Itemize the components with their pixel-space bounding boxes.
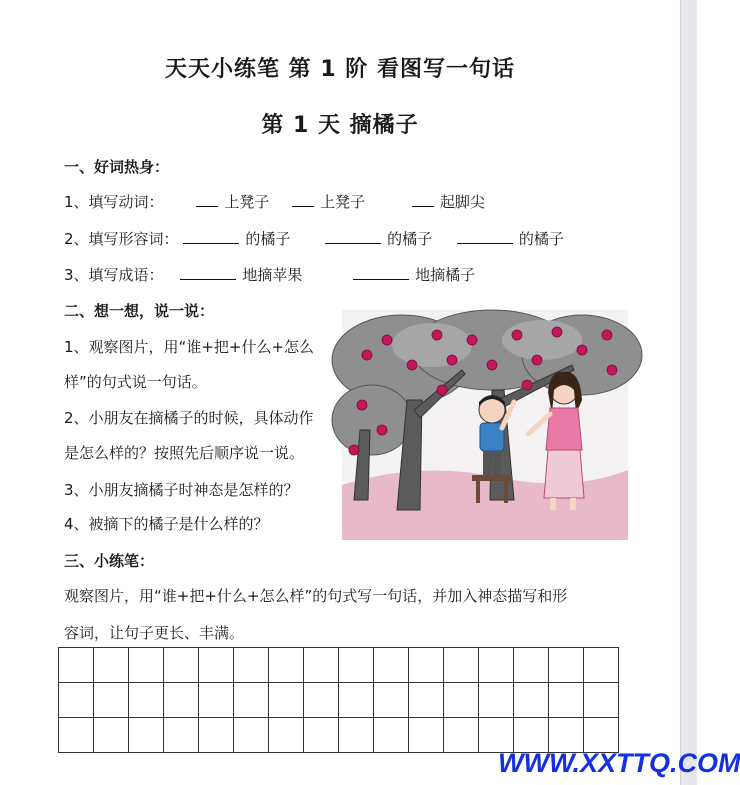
- grid-cell[interactable]: [304, 648, 339, 683]
- verb-label: 1、填写动词：: [64, 193, 164, 211]
- question-2-line-2: 是怎么样的？按照先后顺序说一说。: [64, 444, 305, 462]
- grid-cell[interactable]: [549, 683, 584, 718]
- lesson-title: 第 1 天 摘橘子: [261, 113, 419, 138]
- grid-cell[interactable]: [549, 648, 584, 683]
- grid-cell[interactable]: [234, 683, 269, 718]
- grid-cell[interactable]: [409, 718, 444, 753]
- grid-cell[interactable]: [94, 683, 129, 718]
- grid-cell[interactable]: [164, 718, 199, 753]
- adjective-item-1: 的橘子: [245, 230, 291, 248]
- question-1-line-1: 1、观察图片，用“谁+把+什么+怎么: [64, 338, 315, 356]
- grid-cell[interactable]: [409, 683, 444, 718]
- question-2-line-1: 2、小朋友在摘橘子的时候，具体动作: [64, 409, 314, 427]
- adjective-blank-2[interactable]: [325, 229, 381, 244]
- grid-cell[interactable]: [199, 683, 234, 718]
- adjective-blank-3[interactable]: [457, 229, 513, 244]
- section1-heading: 一、好词热身：: [64, 158, 170, 176]
- grid-cell[interactable]: [199, 648, 234, 683]
- verb-blank-3[interactable]: [412, 192, 434, 207]
- adjective-label: 2、填写形容词：: [64, 230, 179, 248]
- question-1-line-2: 样”的句式说一句话。: [64, 373, 207, 391]
- adjective-item-3: 的橘子: [518, 230, 564, 248]
- grid-cell[interactable]: [444, 648, 479, 683]
- grid-cell[interactable]: [269, 683, 304, 718]
- verb-item-3: 起脚尖: [439, 193, 485, 211]
- verb-blank-2[interactable]: [292, 192, 314, 207]
- verb-blank-1[interactable]: [196, 192, 218, 207]
- writing-grid[interactable]: [58, 647, 619, 753]
- grid-cell[interactable]: [94, 648, 129, 683]
- idiom-fill-row: [64, 264, 475, 285]
- idiom-blank-2[interactable]: [353, 265, 409, 280]
- adjective-fill-row: [64, 228, 564, 249]
- grid-cell[interactable]: [59, 683, 94, 718]
- grid-cell[interactable]: [444, 718, 479, 753]
- grid-cell[interactable]: [269, 718, 304, 753]
- grid-cell[interactable]: [59, 648, 94, 683]
- grid-cell[interactable]: [584, 648, 619, 683]
- grid-cell[interactable]: [339, 718, 374, 753]
- page-title: 天天小练笔 第 1 阶 看图写一句话: [165, 57, 515, 82]
- grid-cell[interactable]: [234, 648, 269, 683]
- grid-row: [59, 683, 619, 718]
- grid-cell[interactable]: [374, 648, 409, 683]
- orange-picking-illustration: [342, 310, 628, 540]
- idiom-item-1: 地摘苹果: [242, 266, 303, 284]
- section3-heading: 三、小练笔：: [64, 552, 155, 570]
- grid-cell[interactable]: [479, 648, 514, 683]
- grid-cell[interactable]: [234, 718, 269, 753]
- grid-cell[interactable]: [164, 683, 199, 718]
- grid-cell[interactable]: [304, 718, 339, 753]
- adjective-item-2: 的橘子: [387, 230, 433, 248]
- grid-cell[interactable]: [199, 718, 234, 753]
- grid-cell[interactable]: [584, 683, 619, 718]
- exercise-instruction-line-1: 观察图片，用“谁+把+什么+怎么样”的句式写一句话，并加入神态描写和形: [64, 587, 568, 605]
- grid-cell[interactable]: [269, 648, 304, 683]
- grid-cell[interactable]: [479, 683, 514, 718]
- grid-cell[interactable]: [129, 718, 164, 753]
- grid-cell[interactable]: [59, 718, 94, 753]
- question-4: 4、被摘下的橘子是什么样的？: [64, 515, 269, 533]
- grid-cell[interactable]: [94, 718, 129, 753]
- grid-cell[interactable]: [129, 683, 164, 718]
- grid-cell[interactable]: [339, 683, 374, 718]
- grid-cell[interactable]: [514, 648, 549, 683]
- question-3: 3、小朋友摘橘子时神态是怎样的？: [64, 481, 299, 499]
- grid-cell[interactable]: [514, 683, 549, 718]
- page-margin: [680, 0, 697, 785]
- idiom-blank-1[interactable]: [180, 265, 236, 280]
- verb-item-1: 上凳子: [224, 193, 270, 211]
- grid-cell[interactable]: [444, 683, 479, 718]
- grid-cell[interactable]: [304, 683, 339, 718]
- grid-cell[interactable]: [164, 648, 199, 683]
- grid-row: [59, 648, 619, 683]
- grid-cell[interactable]: [409, 648, 444, 683]
- adjective-blank-1[interactable]: [183, 229, 239, 244]
- site-watermark: WWW.XXTTQ.COM: [498, 748, 740, 778]
- grid-cell[interactable]: [374, 718, 409, 753]
- idiom-item-2: 地摘橘子: [415, 266, 476, 284]
- section2-heading: 二、想一想，说一说：: [64, 302, 215, 320]
- grid-cell[interactable]: [374, 683, 409, 718]
- exercise-instruction-line-2: 容词，让句子更长、丰满。: [64, 624, 245, 642]
- grid-cell[interactable]: [129, 648, 164, 683]
- grid-cell[interactable]: [339, 648, 374, 683]
- verb-item-2: 上凳子: [320, 193, 366, 211]
- verb-fill-row: [64, 191, 485, 212]
- idiom-label: 3、填写成语：: [64, 266, 164, 284]
